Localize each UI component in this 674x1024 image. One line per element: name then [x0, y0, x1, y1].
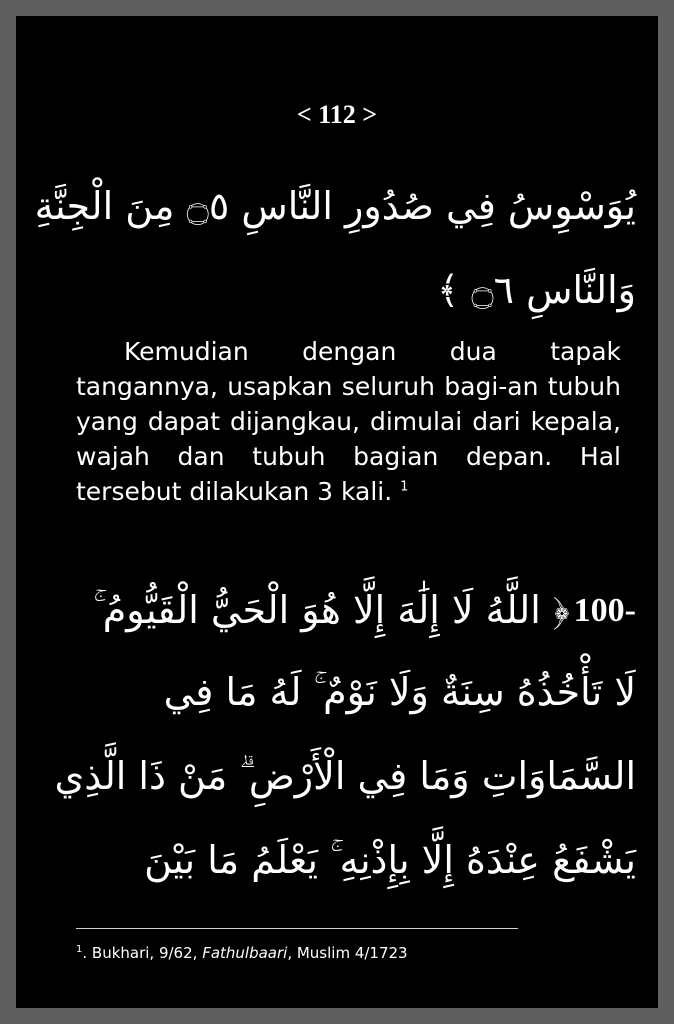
footnote-divider [76, 928, 518, 929]
duaa-arabic-line-2: لَا تَأْخُذُهُ سِنَةٌ وَلَا نَوْمٌ ۚ لَهُ مَا فِي [163, 670, 636, 714]
duaa-number: 100- [573, 591, 636, 629]
duaa-arabic-line-4: يَشْفَعُ عِنْدَهُ إِلَّا بِإِذْنِهِ ۚ يَعْلَمُ مَا بَيْنَ [144, 838, 636, 882]
footnote-italic-source: Fathulbaari [202, 944, 288, 962]
duaa-arabic-line-1: ﴿ اللَّهُ لَا إِلَٰهَ إِلَّا هُوَ الْحَيُّ الْقَيُّومُ ۚ [93, 588, 570, 632]
arabic-verse-line-2: وَالنَّاسِ ۝٦ ﴾ [436, 268, 636, 312]
translation-paragraph [76, 334, 621, 509]
translation-text: Kemudian dengan dua tapak tangannya, usapkan seluruh bagi-an tubuh yang dapat dijangkau, dimulai dari kepala, wajah dan tubuh bagian depan. Hal tersebut dilakukan 3 kali. [76, 337, 621, 506]
footnote-reference: 1 [400, 479, 409, 495]
footnote-prefix: . Bukhari, 9/62, [82, 944, 203, 962]
duaa-arabic-line-3: السَّمَاوَاتِ وَمَا فِي الْأَرْضِ ۗ مَنْ ذَا الَّذِي [54, 754, 636, 798]
book-page [16, 16, 658, 1008]
footnote [76, 944, 408, 962]
arabic-verse-line-1: يُوَسْوِسُ فِي صُدُورِ النَّاسِ ۝٥ مِنَ الْجِنَّةِ [34, 184, 636, 228]
footnote-suffix: , Muslim 4/1723 [287, 944, 408, 962]
duaa-heading-line [93, 588, 636, 633]
footnote-marker: 1 [76, 944, 83, 955]
page-number: < 112 > [296, 100, 378, 129]
